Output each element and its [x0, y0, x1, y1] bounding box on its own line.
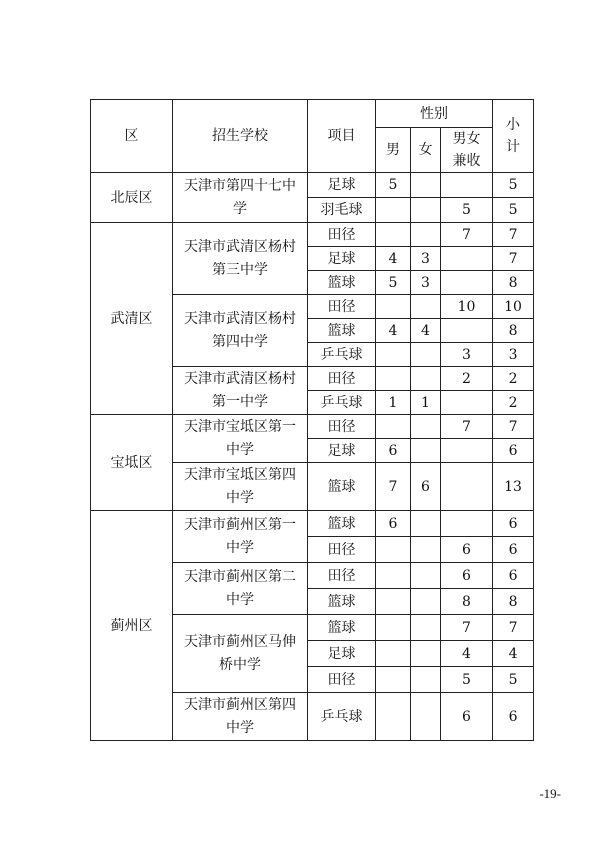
female-cell [411, 589, 441, 615]
item-cell: 田径 [308, 223, 376, 247]
male-cell [376, 295, 411, 319]
total-cell: 13 [493, 463, 534, 511]
female-cell [411, 415, 441, 439]
both-cell [441, 511, 493, 537]
table-row [91, 223, 534, 247]
item-cell: 田径 [308, 563, 376, 589]
total-cell: 2 [493, 367, 534, 391]
both-cell: 6 [441, 563, 493, 589]
male-cell: 6 [376, 511, 411, 537]
male-cell: 4 [376, 247, 411, 271]
both-cell [441, 271, 493, 295]
female-cell [411, 343, 441, 367]
total-cell: 10 [493, 295, 534, 319]
header-male: 男 [376, 128, 411, 173]
enrollment-table [90, 99, 534, 741]
total-cell: 5 [493, 667, 534, 693]
school-cell: 天津市蓟州区第四中学 [173, 693, 308, 741]
male-cell [376, 343, 411, 367]
header-item: 项目 [308, 100, 376, 173]
item-cell: 乒乓球 [308, 343, 376, 367]
total-cell: 8 [493, 589, 534, 615]
total-cell: 6 [493, 563, 534, 589]
female-cell [411, 198, 441, 223]
female-cell: 3 [411, 247, 441, 271]
male-cell: 5 [376, 271, 411, 295]
total-cell: 7 [493, 415, 534, 439]
total-cell: 5 [493, 173, 534, 198]
both-cell: 4 [441, 641, 493, 667]
both-cell [441, 319, 493, 343]
item-cell: 乒乓球 [308, 391, 376, 415]
total-cell: 6 [493, 693, 534, 741]
male-cell [376, 367, 411, 391]
total-cell: 6 [493, 537, 534, 563]
item-cell: 田径 [308, 367, 376, 391]
male-cell: 4 [376, 319, 411, 343]
total-cell: 5 [493, 198, 534, 223]
female-cell [411, 173, 441, 198]
item-cell: 篮球 [308, 615, 376, 641]
school-cell: 天津市宝坻区第一中学 [173, 415, 308, 463]
male-cell: 1 [376, 391, 411, 415]
page-number: -19- [539, 786, 561, 801]
female-cell [411, 367, 441, 391]
female-cell [411, 223, 441, 247]
female-cell [411, 563, 441, 589]
female-cell [411, 667, 441, 693]
total-cell: 6 [493, 439, 534, 463]
school-cell: 天津市武清区杨村第一中学 [173, 367, 308, 415]
both-cell: 6 [441, 537, 493, 563]
both-cell: 3 [441, 343, 493, 367]
female-cell [411, 615, 441, 641]
total-cell: 8 [493, 319, 534, 343]
both-cell: 7 [441, 415, 493, 439]
male-cell [376, 223, 411, 247]
district-cell: 宝坻区 [91, 415, 173, 511]
district-cell: 蓟州区 [91, 511, 173, 741]
item-cell: 篮球 [308, 319, 376, 343]
header-gender: 性别 [376, 100, 493, 128]
total-cell: 7 [493, 247, 534, 271]
total-cell: 6 [493, 511, 534, 537]
female-cell [411, 537, 441, 563]
school-cell: 天津市第四十七中学 [173, 173, 308, 223]
item-cell: 羽毛球 [308, 198, 376, 223]
item-cell: 篮球 [308, 271, 376, 295]
school-cell: 天津市蓟州区第一中学 [173, 511, 308, 563]
male-cell [376, 198, 411, 223]
item-cell: 田径 [308, 667, 376, 693]
female-cell: 3 [411, 271, 441, 295]
item-cell: 田径 [308, 415, 376, 439]
item-cell: 足球 [308, 173, 376, 198]
female-cell [411, 693, 441, 741]
total-cell: 2 [493, 391, 534, 415]
both-cell [441, 439, 493, 463]
table-body [91, 100, 534, 741]
male-cell: 7 [376, 463, 411, 511]
item-cell: 篮球 [308, 511, 376, 537]
male-cell: 6 [376, 439, 411, 463]
both-cell: 6 [441, 693, 493, 741]
item-cell: 篮球 [308, 463, 376, 511]
both-cell: 2 [441, 367, 493, 391]
male-cell [376, 537, 411, 563]
male-cell [376, 693, 411, 741]
header-female: 女 [411, 128, 441, 173]
table-row [91, 511, 534, 537]
total-cell: 3 [493, 343, 534, 367]
female-cell: 1 [411, 391, 441, 415]
table-row [91, 173, 534, 198]
both-cell: 7 [441, 615, 493, 641]
school-cell: 天津市蓟州区第二中学 [173, 563, 308, 615]
female-cell: 4 [411, 319, 441, 343]
female-cell [411, 641, 441, 667]
school-cell: 天津市蓟州区马伸桥中学 [173, 615, 308, 693]
school-cell: 天津市武清区杨村第三中学 [173, 223, 308, 295]
both-cell: 10 [441, 295, 493, 319]
table-row [91, 415, 534, 439]
item-cell: 篮球 [308, 589, 376, 615]
both-cell [441, 391, 493, 415]
header-row-1 [91, 100, 534, 128]
male-cell [376, 667, 411, 693]
header-school: 招生学校 [173, 100, 308, 173]
total-cell: 7 [493, 223, 534, 247]
total-cell: 7 [493, 615, 534, 641]
item-cell: 田径 [308, 537, 376, 563]
total-cell: 8 [493, 271, 534, 295]
both-cell: 8 [441, 589, 493, 615]
item-cell: 乒乓球 [308, 693, 376, 741]
male-cell [376, 415, 411, 439]
header-district: 区 [91, 100, 173, 173]
both-cell: 5 [441, 667, 493, 693]
total-cell: 4 [493, 641, 534, 667]
both-cell [441, 247, 493, 271]
header-subtotal: 小计 [493, 100, 534, 173]
item-cell: 足球 [308, 247, 376, 271]
male-cell [376, 563, 411, 589]
item-cell: 田径 [308, 295, 376, 319]
district-cell: 武清区 [91, 223, 173, 415]
item-cell: 足球 [308, 641, 376, 667]
female-cell [411, 511, 441, 537]
male-cell [376, 641, 411, 667]
female-cell [411, 439, 441, 463]
male-cell [376, 589, 411, 615]
district-cell: 北辰区 [91, 173, 173, 223]
header-both: 男女兼收 [441, 128, 493, 173]
school-cell: 天津市宝坻区第四中学 [173, 463, 308, 511]
both-cell: 7 [441, 223, 493, 247]
both-cell: 5 [441, 198, 493, 223]
item-cell: 足球 [308, 439, 376, 463]
female-cell: 6 [411, 463, 441, 511]
both-cell [441, 463, 493, 511]
school-cell: 天津市武清区杨村第四中学 [173, 295, 308, 367]
male-cell: 5 [376, 173, 411, 198]
male-cell [376, 615, 411, 641]
female-cell [411, 295, 441, 319]
both-cell [441, 173, 493, 198]
